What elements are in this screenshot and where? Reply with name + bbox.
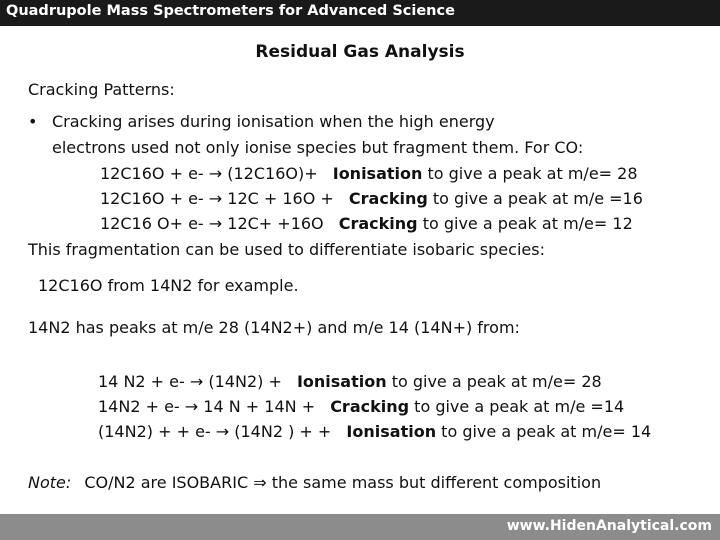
n2-reaction-2-lhs: 14N2 + e- → 14 N + 14N + [98,397,316,416]
n2-reaction-3-kind: Ionisation [346,422,437,441]
n2-reaction-1-lhs: 14 N2 + e- → (14N2) + [98,372,282,391]
n2-reaction-1-rest: to give a peak at m/e= 28 [386,372,602,391]
co-reaction-3-rest: to give a peak at m/e= 12 [417,214,633,233]
co-reaction-3 [100,214,633,233]
bullet-line-2: electrons used not only ionise species but fragment them. For CO: [52,138,584,157]
fragmentation-line: This fragmentation can be used to differentiate isobaric species: [28,240,545,259]
slide-title: Residual Gas Analysis [255,42,465,62]
co-reaction-2-lhs: 12C16O + e- → 12C + 16O + [100,189,334,208]
co-reaction-2-kind: Cracking [348,189,428,208]
co-reaction-3-kind: Cracking [338,214,418,233]
co-reaction-1 [100,164,638,183]
example-line: 12C16O from 14N2 for example. [38,276,299,295]
co-reaction-1-kind: Ionisation [332,164,423,183]
header-bar [0,0,720,26]
footer-url[interactable]: www.HidenAnalytical.com [506,518,712,534]
co-reaction-3-lhs: 12C16 O+ e- → 12C+ +16O [100,214,324,233]
n2-reaction-3-lhs: (14N2) + + e- → (14N2 ) + + [98,422,332,441]
header-title: Quadrupole Mass Spectrometers for Advanced Science [6,3,455,19]
n2-reaction-2-kind: Cracking [330,397,410,416]
bullet-line-1: Cracking arises during ionisation when the high energy [52,112,495,131]
co-reaction-1-rest: to give a peak at m/e= 28 [422,164,638,183]
bullet-icon: • [28,112,38,131]
n2-reaction-3-rest: to give a peak at m/e= 14 [436,422,652,441]
n2-reaction-2 [98,397,624,416]
co-reaction-1-lhs: 12C16O + e- → (12C16O)+ [100,164,318,183]
n2-line: 14N2 has peaks at m/e 28 (14N2+) and m/e 14 (14N+) from: [28,318,520,337]
footer-bar [0,514,720,540]
note-label: Note: [28,473,72,492]
n2-reaction-1 [98,372,602,391]
n2-reaction-1-kind: Ionisation [296,372,387,391]
co-reaction-2-rest: to give a peak at m/e =16 [427,189,643,208]
section-heading: Cracking Patterns: [28,80,175,99]
note [28,473,601,492]
note-text: CO/N2 are ISOBARIC ⇒ the same mass but different composition [84,473,602,492]
co-reaction-2 [100,189,643,208]
n2-reaction-3 [98,422,651,441]
n2-reaction-2-rest: to give a peak at m/e =14 [409,397,625,416]
